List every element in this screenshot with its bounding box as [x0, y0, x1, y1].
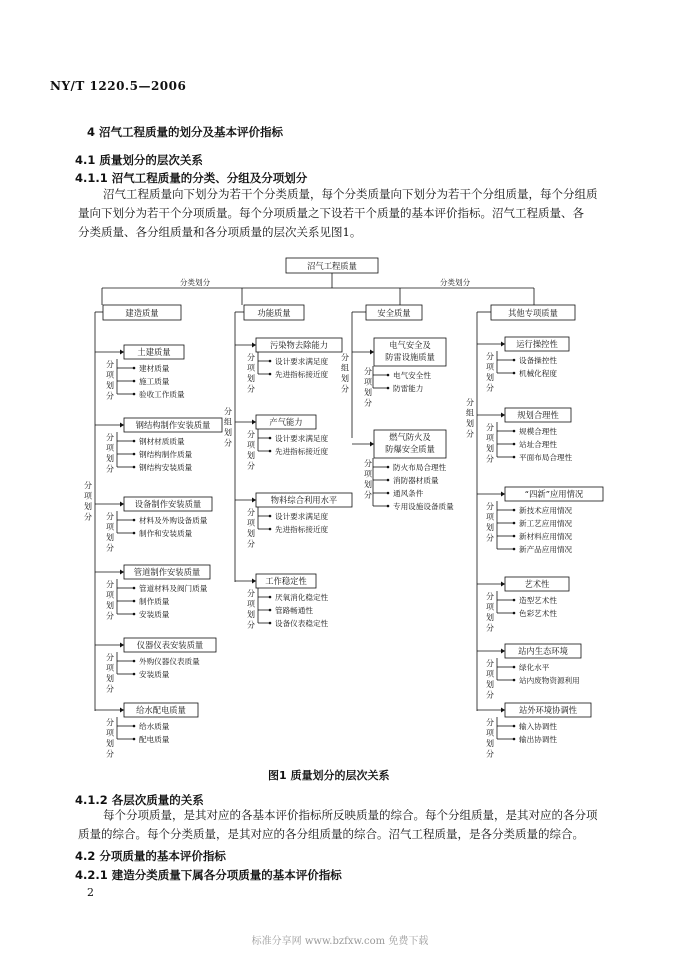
item-axis-label: 项	[486, 669, 494, 679]
bullet-dot	[133, 587, 136, 590]
item-axis-label: 分	[486, 454, 494, 464]
bullet-dot	[513, 372, 516, 375]
item-axis-label: 划	[247, 529, 255, 538]
item-axis-label: 分	[247, 589, 255, 598]
bullet-dot	[269, 515, 272, 518]
group-label: 给水配电质量	[136, 705, 186, 715]
arrow-head	[252, 498, 256, 503]
item-axis-label: 项	[486, 728, 494, 738]
item-axis-label: 划	[486, 444, 494, 453]
item-axis-label: 划	[486, 523, 494, 532]
item-label: 新工艺应用情况	[519, 519, 573, 528]
category-label: 其他专项质量	[508, 308, 558, 318]
item-label: 制作和安装质量	[139, 529, 193, 538]
bullet-dot	[513, 359, 516, 362]
item-label: 站内废物资源利用	[519, 676, 580, 685]
bullet-dot	[387, 466, 390, 469]
group-axis-label: 分	[466, 398, 474, 407]
item-axis-label: 分	[486, 718, 494, 727]
item-label: 安装质量	[139, 670, 170, 679]
item-axis-label: 项	[106, 728, 114, 738]
arrow-head	[501, 492, 505, 497]
hierarchy-tree	[84, 308, 603, 759]
group-axis-label: 项	[84, 491, 92, 501]
section-4-1-heading: 4.1 质量划分的层次关系	[75, 153, 203, 167]
bullet-dot	[133, 393, 136, 396]
item-label: 造型艺术性	[519, 596, 557, 605]
item-label: 专用设施设备质量	[393, 502, 454, 511]
item-axis-label: 项	[106, 522, 114, 532]
section-4-1-2-heading: 4.1.2 各层次质量的关系	[75, 793, 204, 807]
item-axis-label: 分	[106, 611, 114, 621]
arrow-head	[120, 570, 124, 575]
item-axis-label: 分	[486, 533, 494, 543]
paragraph-line: 沼气工程质量向下划分为若干个分类质量，每个分类质量向下划分为若干个分组质量，每个分组质	[103, 187, 598, 201]
group-label: 燃气防火及	[389, 432, 431, 442]
bullet-dot	[387, 505, 390, 508]
item-axis-label: 划	[106, 533, 114, 542]
item-axis-label: 分	[106, 391, 114, 401]
item-axis-label: 项	[247, 518, 255, 528]
item-label: 新技术应用情况	[519, 506, 573, 515]
bullet-dot	[269, 437, 272, 440]
group-label: 防雷设施质量	[385, 352, 435, 362]
item-axis-label: 分	[247, 430, 255, 439]
arrow-head	[370, 350, 374, 355]
category-label: 功能质量	[257, 308, 291, 318]
group-axis-label: 划	[341, 374, 349, 383]
item-axis-label: 划	[486, 680, 494, 689]
item-axis-label: 划	[247, 374, 255, 383]
item-axis-label: 项	[247, 440, 255, 450]
item-label: 绿化水平	[519, 663, 550, 672]
bullet-dot	[513, 522, 516, 525]
item-label: 制作质量	[139, 597, 170, 606]
item-label: 设计要求满足度	[275, 357, 329, 366]
bullet-dot	[133, 613, 136, 616]
item-label: 色彩艺术性	[519, 609, 557, 618]
item-axis-label: 分	[364, 459, 372, 468]
item-axis-label: 分	[486, 352, 494, 361]
item-axis-label: 划	[486, 373, 494, 382]
group-label: 土建质量	[137, 347, 171, 357]
arrow-head	[252, 579, 256, 584]
item-label: 材料及外购设备质量	[139, 516, 208, 525]
group-label: 物料综合利用水平	[270, 495, 338, 505]
arrow-head	[501, 413, 505, 418]
group-axis-label: 组	[466, 408, 474, 418]
standard-code: NY/T 1220.5—2006	[50, 79, 187, 93]
bullet-dot	[133, 600, 136, 603]
arrow-head	[120, 350, 124, 355]
bullet-dot	[133, 440, 136, 443]
item-label: 管道材料及阀门质量	[139, 584, 208, 593]
arrow-head	[252, 420, 256, 425]
group-axis-label: 组	[224, 417, 232, 427]
group-axis-label: 分	[341, 384, 349, 394]
paragraph-line: 量向下划分为若干个分项质量。每个分项质量之下设若干个质量的基本评价指标。沼气工程质量、各	[78, 206, 584, 220]
group-axis-label: 分	[466, 429, 474, 439]
item-label: 给水质量	[139, 722, 170, 731]
arrow-head	[120, 708, 124, 713]
item-axis-label: 分	[106, 684, 114, 694]
bullet-dot	[387, 374, 390, 377]
item-axis-label: 分	[247, 508, 255, 517]
arrow-head	[252, 343, 256, 348]
item-axis-label: 分	[106, 433, 114, 442]
item-axis-label: 分	[486, 502, 494, 511]
bullet-dot	[513, 666, 516, 669]
item-axis-label: 分	[364, 490, 372, 500]
item-axis-label: 项	[247, 599, 255, 609]
item-axis-label: 划	[247, 451, 255, 460]
item-axis-label: 分	[247, 461, 255, 471]
item-axis-label: 划	[106, 454, 114, 463]
item-label: 厌氧消化稳定性	[275, 593, 329, 602]
item-axis-label: 项	[486, 362, 494, 372]
bullet-dot	[133, 660, 136, 663]
bullet-dot	[513, 535, 516, 538]
group-label: 防爆安全质量	[385, 444, 435, 454]
split-label-left: 分类划分	[179, 278, 211, 287]
group-label: 站内生态环境	[518, 646, 568, 656]
group-axis-label: 分	[84, 512, 92, 522]
section-4-2-1-heading: 4.2.1 建造分类质量下属各分项质量的基本评价指标	[75, 868, 342, 882]
item-label: 外购仪器仪表质量	[139, 657, 200, 666]
bullet-dot	[269, 528, 272, 531]
arrow-head	[370, 442, 374, 447]
item-axis-label: 分	[486, 592, 494, 601]
bullet-dot	[513, 456, 516, 459]
item-axis-label: 分	[106, 749, 114, 759]
item-axis-label: 项	[364, 377, 372, 387]
category-label: 建造质量	[125, 308, 159, 318]
group-label: 设备制作安装质量	[134, 499, 202, 509]
item-axis-label: 分	[106, 718, 114, 727]
bullet-dot	[133, 725, 136, 728]
item-axis-label: 项	[247, 363, 255, 373]
group-axis-label: 划	[466, 419, 474, 428]
item-label: 新材料应用情况	[519, 532, 573, 541]
item-label: 站址合理性	[519, 440, 557, 449]
group-label: 规划合理性	[517, 410, 559, 420]
item-axis-label: 项	[486, 602, 494, 612]
group-label: 电气安全及	[389, 340, 431, 350]
bullet-dot	[133, 453, 136, 456]
item-axis-label: 划	[106, 674, 114, 683]
item-label: 安装质量	[139, 610, 170, 619]
group-axis-label: 分	[224, 407, 232, 416]
group-label: 管道制作安装质量	[133, 567, 201, 577]
bullet-dot	[133, 380, 136, 383]
item-axis-label: 分	[486, 659, 494, 668]
group-axis-label: 分	[224, 438, 232, 448]
bullet-dot	[513, 430, 516, 433]
arrow-head	[120, 423, 124, 428]
paragraph-line: 每个分项质量，是其对应的各基本评价指标所反映质量的综合。每个分组质量，是其对应的各分项	[103, 808, 598, 822]
arrow-head	[501, 342, 505, 347]
page-number: 2	[87, 886, 94, 899]
bullet-dot	[133, 673, 136, 676]
arrow-head	[120, 502, 124, 507]
item-label: 电气安全性	[393, 371, 431, 380]
item-axis-label: 分	[106, 512, 114, 521]
item-axis-label: 项	[486, 433, 494, 443]
item-label: 先进指标接近度	[275, 525, 329, 534]
item-axis-label: 分	[486, 623, 494, 633]
item-axis-label: 划	[364, 480, 372, 489]
bullet-dot	[269, 373, 272, 376]
bullet-dot	[387, 492, 390, 495]
item-axis-label: 分	[364, 398, 372, 408]
item-axis-label: 项	[106, 370, 114, 380]
bullet-dot	[513, 725, 516, 728]
item-axis-label: 划	[486, 613, 494, 622]
item-axis-label: 分	[247, 620, 255, 630]
group-axis-label: 组	[341, 363, 349, 373]
bullet-dot	[513, 599, 516, 602]
item-label: 先进指标接近度	[275, 370, 329, 379]
item-label: 钢结构安装质量	[139, 463, 193, 472]
item-axis-label: 分	[486, 749, 494, 759]
bullet-dot	[133, 738, 136, 741]
bullet-dot	[269, 596, 272, 599]
figure-caption: 图1 质量划分的层次关系	[268, 769, 390, 782]
group-label: 运行操控性	[516, 339, 558, 349]
section-4-1-1-heading: 4.1.1 沼气工程质量的分类、分组及分项划分	[75, 171, 308, 185]
item-label: 输出协调性	[519, 735, 557, 744]
group-axis-label: 划	[224, 428, 232, 437]
item-axis-label: 划	[364, 388, 372, 397]
item-axis-label: 项	[106, 443, 114, 453]
item-label: 新产品应用情况	[519, 545, 573, 554]
bullet-dot	[513, 738, 516, 741]
group-label: 钢结构制作安装质量	[135, 420, 211, 430]
group-label: 污染物去除能力	[269, 340, 329, 350]
item-axis-label: 分	[106, 464, 114, 474]
bullet-dot	[269, 450, 272, 453]
item-label: 规模合理性	[519, 427, 557, 436]
root-label: 沼气工程质量	[307, 261, 357, 271]
item-label: 输入协调性	[519, 722, 557, 731]
section-4-2-heading: 4.2 分项质量的基本评价指标	[75, 849, 226, 863]
group-label: 产气能力	[269, 417, 303, 427]
bullet-dot	[513, 509, 516, 512]
bullet-dot	[133, 532, 136, 535]
bullet-dot	[133, 466, 136, 469]
item-label: 钢结构制作质量	[139, 450, 193, 459]
item-axis-label: 划	[486, 739, 494, 748]
item-label: 设计要求满足度	[275, 434, 329, 443]
group-label: 仪器仪表安装质量	[136, 640, 204, 650]
item-label: 设备操控性	[519, 356, 557, 365]
item-label: 建材质量	[139, 364, 170, 373]
arrow-head	[501, 582, 505, 587]
item-label: 配电质量	[139, 735, 170, 744]
item-label: 施工质量	[139, 377, 170, 386]
watermark-footer: 标准分享网 www.bzfxw.com 免费下载	[251, 936, 429, 947]
paragraph-line: 分类质量、各分组质量和各分项质量的层次关系见图1。	[78, 225, 362, 239]
arrow-head	[501, 649, 505, 654]
item-label: 钢材材质质量	[139, 437, 185, 446]
item-axis-label: 分	[486, 383, 494, 393]
item-axis-label: 分	[486, 423, 494, 432]
item-axis-label: 分	[106, 543, 114, 553]
item-label: 设备仪表稳定性	[275, 619, 329, 628]
item-axis-label: 项	[106, 663, 114, 673]
bullet-dot	[513, 548, 516, 551]
group-label: 站外环境协调性	[518, 705, 578, 715]
item-axis-label: 分	[247, 353, 255, 362]
arrow-head	[120, 643, 124, 648]
split-label-right: 分类划分	[439, 278, 471, 287]
item-axis-label: 项	[106, 590, 114, 600]
item-label: 防火布局合理性	[393, 463, 447, 472]
item-axis-label: 划	[106, 381, 114, 390]
item-label: 管路畅通性	[275, 606, 313, 615]
section-4-heading: 4 沼气工程质量的划分及基本评价指标	[87, 125, 284, 139]
arrow-head	[501, 708, 505, 713]
paragraph-line: 质量的综合。每个分类质量，是其对应的各分组质量的综合。沼气工程质量，是各分类质量的综合。	[78, 827, 584, 841]
item-label: 机械化程度	[519, 369, 557, 378]
item-label: 验收工作质量	[139, 390, 185, 399]
category-label: 安全质量	[377, 308, 411, 318]
item-label: 平面布局合理性	[519, 453, 573, 462]
item-axis-label: 分	[106, 580, 114, 589]
item-label: 防雷能力	[393, 384, 424, 393]
group-axis-label: 分	[341, 353, 349, 362]
item-axis-label: 分	[486, 690, 494, 700]
item-axis-label: 分	[364, 367, 372, 376]
bullet-dot	[269, 622, 272, 625]
bullet-dot	[269, 609, 272, 612]
item-axis-label: 划	[106, 601, 114, 610]
item-axis-label: 划	[106, 739, 114, 748]
item-axis-label: 分	[106, 360, 114, 369]
item-label: 设计要求满足度	[275, 512, 329, 521]
item-axis-label: 划	[247, 610, 255, 619]
item-axis-label: 项	[486, 512, 494, 522]
bullet-dot	[513, 679, 516, 682]
group-label: 工作稳定性	[265, 576, 307, 586]
bullet-dot	[387, 387, 390, 390]
group-axis-label: 分	[84, 481, 92, 490]
item-label: 先进指标接近度	[275, 447, 329, 456]
bullet-dot	[513, 612, 516, 615]
group-axis-label: 划	[84, 502, 92, 511]
bullet-dot	[513, 443, 516, 446]
item-axis-label: 分	[106, 653, 114, 662]
bullet-dot	[133, 367, 136, 370]
group-label: “四新”应用情况	[524, 489, 584, 499]
item-axis-label: 分	[247, 539, 255, 549]
item-label: 通风条件	[393, 489, 424, 498]
bullet-dot	[387, 479, 390, 482]
bullet-dot	[269, 360, 272, 363]
bullet-dot	[133, 519, 136, 522]
group-label: 艺术性	[524, 579, 550, 589]
item-axis-label: 分	[247, 384, 255, 394]
item-label: 消防器材质量	[393, 476, 439, 485]
item-axis-label: 项	[364, 469, 372, 479]
